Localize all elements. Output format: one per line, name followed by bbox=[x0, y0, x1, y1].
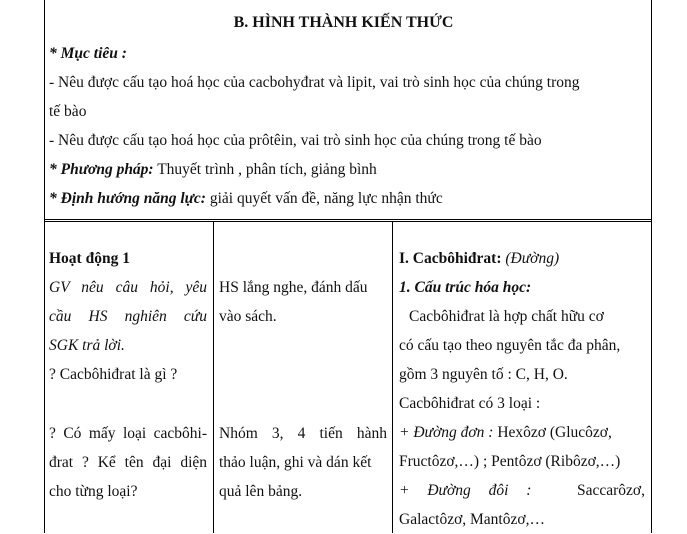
student-response: quả lên bảng. bbox=[219, 483, 303, 500]
table-border-right bbox=[651, 0, 652, 533]
disaccharide-line bbox=[399, 476, 645, 505]
content-heading-main: I. Cacbôhiđrat: bbox=[399, 250, 502, 267]
student-response: Nhóm 3, 4 tiến hành bbox=[219, 425, 387, 442]
teacher-instruction-line: cầu HS nghiên cứu bbox=[49, 308, 207, 325]
teacher-instruction-line: SGK trả lời. bbox=[49, 337, 125, 354]
competence-line bbox=[49, 184, 443, 213]
monosaccharide-line bbox=[399, 418, 612, 447]
types-line: Cacbôhiđrat có 3 loại : bbox=[399, 395, 541, 412]
student-response: vào sách. bbox=[219, 308, 277, 325]
student-response: HS lắng nghe, đánh dấu bbox=[219, 279, 368, 296]
monosaccharide-line-continued: Fructôzơ,…) ; Pentôzơ (Ribôzơ,…) bbox=[399, 453, 621, 470]
competence-label: * Định hướng năng lực: bbox=[49, 190, 206, 207]
activity-title: Hoạt động 1 bbox=[49, 250, 130, 267]
method-text: Thuyết trình , phân tích, giảng bình bbox=[153, 161, 377, 178]
content-heading bbox=[399, 244, 559, 273]
definition-line: Cacbôhiđrat là hợp chất hữu cơ bbox=[409, 308, 604, 325]
student-response: thảo luận, ghi và dán kết bbox=[219, 454, 372, 471]
column-divider bbox=[392, 221, 393, 533]
method-label: * Phương pháp: bbox=[49, 161, 154, 178]
disaccharide-label: + Đường đôi : bbox=[399, 482, 532, 499]
disaccharide-line-continued: Galactôzơ, Mantôzơ,… bbox=[399, 511, 545, 528]
goal-line: - Nêu được cấu tạo hoá học của cacbohyđrat và lipit, vai trò sinh học của chúng trong bbox=[49, 74, 580, 91]
teacher-question: cho từng loại? bbox=[49, 483, 138, 500]
content-heading-sub: (Đường) bbox=[501, 250, 560, 267]
teacher-question: đrat ? Kể tên đại diện bbox=[49, 454, 207, 471]
section-title: B. HÌNH THÀNH KIẾN THỨC bbox=[233, 14, 454, 31]
column-divider bbox=[213, 221, 214, 533]
goal-line-continued: tế bào bbox=[49, 103, 87, 120]
row-divider bbox=[44, 221, 652, 222]
goal-line: - Nêu được cấu tạo hoá học của prôtêin, vai trò sinh học của chúng trong tế bào bbox=[49, 132, 542, 149]
table-border-left bbox=[44, 0, 45, 533]
teacher-question: ? Có mấy loại cacbôhi- bbox=[49, 425, 207, 442]
monosaccharide-label: + Đường đơn : bbox=[399, 424, 494, 441]
disaccharide-text: Saccarôzơ, bbox=[576, 482, 645, 499]
competence-text: giải quyết vấn đề, năng lực nhận thức bbox=[205, 190, 443, 207]
definition-line: gồm 3 nguyên tố : C, H, O. bbox=[399, 366, 568, 383]
row-divider bbox=[44, 219, 652, 220]
content-subheading: 1. Cấu trúc hóa học: bbox=[399, 279, 532, 296]
method-line bbox=[49, 155, 377, 184]
teacher-instruction-line: GV nêu câu hỏi, yêu bbox=[49, 279, 207, 296]
monosaccharide-text: Hexôzơ (Glucôzơ, bbox=[493, 424, 612, 441]
goal-label: * Mục tiêu : bbox=[49, 45, 127, 62]
teacher-question: ? Cacbôhiđrat là gì ? bbox=[49, 366, 178, 383]
definition-line: có cấu tạo theo nguyên tắc đa phân, bbox=[399, 337, 621, 354]
